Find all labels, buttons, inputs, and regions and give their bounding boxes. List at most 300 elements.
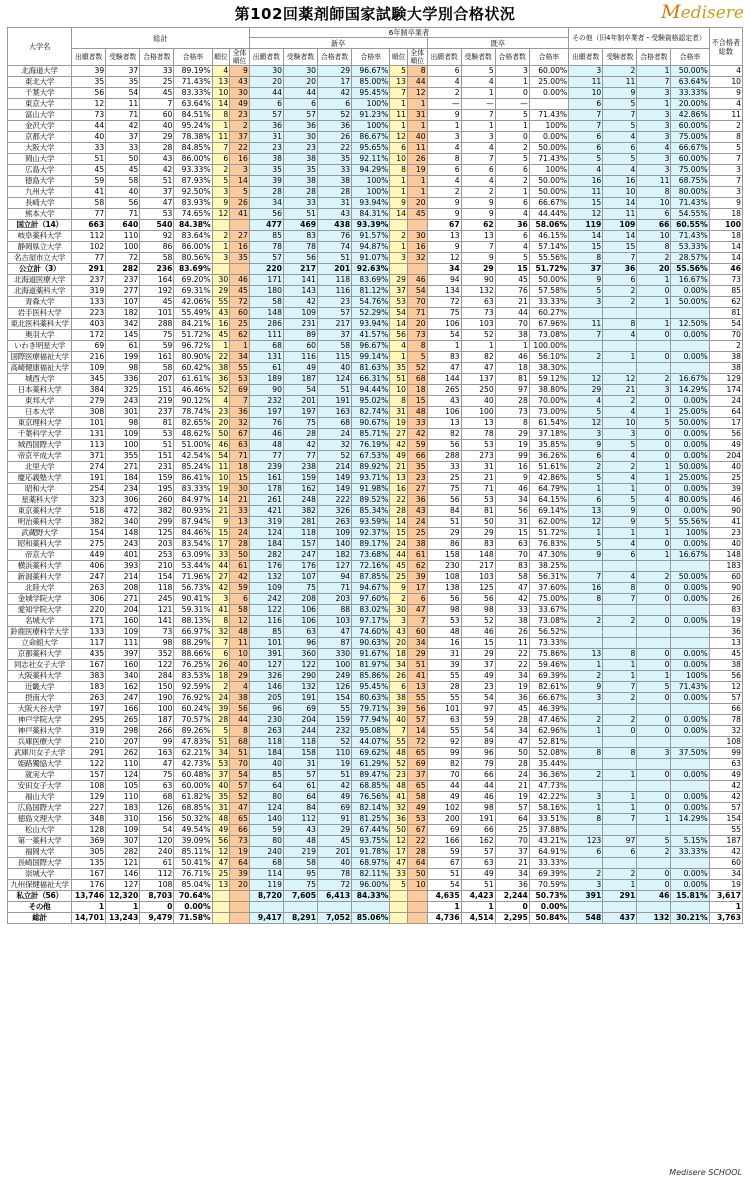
cell: 19 xyxy=(495,440,529,451)
cell: 35.85% xyxy=(529,440,568,451)
cell: 4 xyxy=(495,242,529,253)
table-row xyxy=(8,715,743,726)
cell: 1 xyxy=(603,660,637,671)
cell: 2 xyxy=(569,715,603,726)
cell: 69.62% xyxy=(352,748,390,759)
cell: 330 xyxy=(318,649,352,660)
cell xyxy=(390,891,408,902)
cell: 85.24% xyxy=(174,462,212,473)
cell: 31 xyxy=(461,462,495,473)
cell: 81 xyxy=(461,506,495,517)
cell: 0.00% xyxy=(671,451,709,462)
cell: 116 xyxy=(283,352,317,363)
cell: 57 xyxy=(230,781,250,792)
cell xyxy=(637,737,671,748)
cell: 114 xyxy=(249,869,283,880)
cell: 12 xyxy=(212,847,230,858)
cell: 6 xyxy=(407,594,427,605)
cell: 101 xyxy=(72,418,106,429)
cell: 28 xyxy=(495,715,529,726)
cell: 32 xyxy=(230,418,250,429)
cell: 58 xyxy=(249,297,283,308)
cell: 99 xyxy=(140,737,174,748)
university-name: 千葉大学 xyxy=(8,88,72,99)
cell: 4 xyxy=(230,682,250,693)
table-row xyxy=(8,517,743,528)
cell: 43 xyxy=(427,396,461,407)
cell: 24 xyxy=(318,429,352,440)
cell: 47.46% xyxy=(529,715,568,726)
cell: 236 xyxy=(140,264,174,275)
cell: 25 xyxy=(709,473,742,484)
cell: 51 xyxy=(407,660,427,671)
cell: 214 xyxy=(318,462,352,473)
university-name: 北陸大学 xyxy=(8,583,72,594)
cell: 48 xyxy=(390,781,408,792)
cell: 94.29% xyxy=(352,165,390,176)
cell: 64 xyxy=(230,858,250,869)
cell: 116 xyxy=(249,616,283,627)
university-name: 徳島大学 xyxy=(8,176,72,187)
table-row xyxy=(8,132,743,143)
cell xyxy=(671,341,709,352)
cell: 69 xyxy=(72,341,106,352)
cell: 18 xyxy=(407,385,427,396)
cell: 100 xyxy=(709,220,742,231)
cell xyxy=(230,264,250,275)
cell: 7 xyxy=(569,121,603,132)
table-row xyxy=(8,99,743,110)
cell: 11 xyxy=(212,132,230,143)
university-name: 摂南大学 xyxy=(8,693,72,704)
cell: 29 xyxy=(318,66,352,77)
cell: 149 xyxy=(318,484,352,495)
cell: 42 xyxy=(212,583,230,594)
cell: 369 xyxy=(72,836,106,847)
cell: 20 xyxy=(283,77,317,88)
cell: 38.30% xyxy=(529,363,568,374)
cell: 13 xyxy=(390,77,408,88)
cell: 62 xyxy=(709,297,742,308)
university-name: 千葉科学大学 xyxy=(8,429,72,440)
cell: 17 xyxy=(318,77,352,88)
cell: 71.43% xyxy=(671,231,709,242)
cell: 2 xyxy=(569,616,603,627)
cell: 73 xyxy=(709,275,742,286)
cell: 32 xyxy=(407,253,427,264)
cell: 37 xyxy=(495,847,529,858)
cell: 103 xyxy=(461,572,495,583)
cell: 82.11% xyxy=(352,869,390,880)
cell: 6 xyxy=(390,682,408,693)
cell: 7 xyxy=(569,110,603,121)
cell: 1 xyxy=(569,528,603,539)
cell: 54.76% xyxy=(352,297,390,308)
cell: 100 xyxy=(106,242,140,253)
cell: 25 xyxy=(212,869,230,880)
cell: 49 xyxy=(461,869,495,880)
cell: 18 xyxy=(709,231,742,242)
cell: 71.43% xyxy=(529,154,568,165)
cell: 85.71% xyxy=(352,429,390,440)
cell: 291 xyxy=(72,748,106,759)
cell: 56 xyxy=(461,594,495,605)
cell: 3,617 xyxy=(709,891,742,902)
col-old-grad: 既卒 xyxy=(427,38,569,49)
subheader-takers: 受験者数 xyxy=(603,49,637,66)
cell: 42.73% xyxy=(174,759,212,770)
cell: 94.87% xyxy=(352,242,390,253)
cell: 33 xyxy=(407,418,427,429)
cell: 119 xyxy=(569,220,603,231)
cell xyxy=(603,627,637,638)
cell: 284 xyxy=(140,671,174,682)
cell xyxy=(569,605,603,616)
cell: 154 xyxy=(140,572,174,583)
cell: 176 xyxy=(249,561,283,572)
cell: 56 xyxy=(427,440,461,451)
cell: 2 xyxy=(603,66,637,77)
cell xyxy=(230,902,250,913)
cell: 23 xyxy=(318,297,352,308)
subheader-examinees: 出願者数 xyxy=(427,49,461,66)
cell: 47 xyxy=(495,583,529,594)
cell: 2 xyxy=(603,297,637,308)
cell: 56 xyxy=(212,836,230,847)
cell: 59 xyxy=(427,847,461,858)
cell: 12 xyxy=(230,616,250,627)
cell: 91 xyxy=(318,814,352,825)
cell: 274 xyxy=(72,462,106,473)
cell: 40 xyxy=(709,462,742,473)
cell: 3 xyxy=(603,429,637,440)
cell: 85.04% xyxy=(174,880,212,891)
subheader-rate: 合格率 xyxy=(529,49,568,66)
cell: 9 xyxy=(569,682,603,693)
cell: 9 xyxy=(709,88,742,99)
cell: 0 xyxy=(637,539,671,550)
university-name: 徳島文理大学 xyxy=(8,814,72,825)
university-name: 愛知学院大学 xyxy=(8,605,72,616)
cell: 6 xyxy=(249,99,283,110)
cell: 1 xyxy=(461,902,495,913)
cell: 161 xyxy=(249,473,283,484)
cell: 2 xyxy=(637,253,671,264)
cell xyxy=(407,220,427,231)
cell: 7 xyxy=(603,253,637,264)
cell: 87.85% xyxy=(352,572,390,583)
cell: 0 xyxy=(637,649,671,660)
cell: 94.44% xyxy=(352,385,390,396)
table-row xyxy=(8,572,743,583)
cell: 72 xyxy=(407,737,427,748)
cell: 54 xyxy=(407,286,427,297)
cell: 1 xyxy=(230,341,250,352)
cell: 34 xyxy=(427,264,461,275)
university-name: 国際医療福祉大学 xyxy=(8,352,72,363)
cell: 14 xyxy=(569,231,603,242)
cell: 60.55% xyxy=(671,220,709,231)
cell: 50 xyxy=(106,154,140,165)
cell: 156 xyxy=(140,814,174,825)
university-name: 総計 xyxy=(8,913,72,924)
cell: 77 xyxy=(283,451,317,462)
cell: 58 xyxy=(106,176,140,187)
cell: 0.00% xyxy=(671,396,709,407)
cell: 47 xyxy=(140,759,174,770)
cell xyxy=(407,891,427,902)
cell: 1 xyxy=(461,88,495,99)
cell: 5 xyxy=(637,418,671,429)
cell: 0 xyxy=(637,660,671,671)
cell: 3 xyxy=(709,187,742,198)
cell: 56 xyxy=(709,671,742,682)
cell: 27 xyxy=(407,484,427,495)
cell: 91.78% xyxy=(352,847,390,858)
cell: 7 xyxy=(140,99,174,110)
cell: 53 xyxy=(427,616,461,627)
cell xyxy=(671,825,709,836)
cell: 26 xyxy=(407,154,427,165)
cell: 47 xyxy=(427,363,461,374)
university-name: 明治薬科大学 xyxy=(8,517,72,528)
cell: 59 xyxy=(249,825,283,836)
cell: 9 xyxy=(212,198,230,209)
cell: 34 xyxy=(230,352,250,363)
cell: 75.86% xyxy=(529,649,568,660)
cell: 4 xyxy=(637,143,671,154)
cell: 95 xyxy=(283,869,317,880)
cell: 0.00% xyxy=(671,715,709,726)
cell xyxy=(603,704,637,715)
cell: 84.46% xyxy=(174,528,212,539)
cell: 55 xyxy=(427,671,461,682)
cell: 162 xyxy=(283,484,317,495)
cell: 41 xyxy=(72,187,106,198)
cell: 72.16% xyxy=(352,561,390,572)
cell: 66.67% xyxy=(529,693,568,704)
cell xyxy=(603,308,637,319)
table-row xyxy=(8,209,743,220)
cell: 72 xyxy=(230,297,250,308)
cell: 102 xyxy=(427,803,461,814)
cell: 6 xyxy=(318,99,352,110)
cell: 98 xyxy=(106,363,140,374)
cell: 46.46% xyxy=(174,385,212,396)
cell: 89 xyxy=(461,737,495,748)
university-name: 名城大学 xyxy=(8,616,72,627)
cell: 29 xyxy=(407,649,427,660)
cell: 148 xyxy=(249,308,283,319)
cell xyxy=(671,759,709,770)
cell: 18 xyxy=(212,671,230,682)
cell: 42 xyxy=(709,847,742,858)
cell: 6 xyxy=(427,66,461,77)
cell: 263 xyxy=(249,726,283,737)
cell: 1 xyxy=(495,341,529,352)
cell: 33 xyxy=(140,66,174,77)
cell: 0 xyxy=(637,583,671,594)
cell: 47 xyxy=(230,803,250,814)
cell: 7,605 xyxy=(283,891,317,902)
cell: 70.00% xyxy=(529,396,568,407)
cell: 106 xyxy=(427,319,461,330)
cell: 12 xyxy=(709,682,742,693)
cell: 91.23% xyxy=(352,110,390,121)
cell: 0 xyxy=(637,429,671,440)
cell: 22 xyxy=(318,143,352,154)
cell: 44 xyxy=(495,308,529,319)
cell: 45 xyxy=(318,836,352,847)
cell: 57 xyxy=(709,803,742,814)
cell: 132 xyxy=(637,913,671,924)
cell: 1 xyxy=(569,726,603,737)
cell: 67 xyxy=(230,429,250,440)
cell: 55 xyxy=(230,363,250,374)
cell: 307 xyxy=(106,836,140,847)
cell: 86.00% xyxy=(174,154,212,165)
cell: 66.67% xyxy=(671,143,709,154)
cell: 401 xyxy=(106,550,140,561)
cell: 83 xyxy=(461,539,495,550)
cell xyxy=(637,561,671,572)
cell: 73.08% xyxy=(529,616,568,627)
cell: 20 xyxy=(407,198,427,209)
cell: 83.33% xyxy=(174,88,212,99)
university-name: 昭和薬科大学 xyxy=(8,539,72,550)
cell: 29 xyxy=(140,132,174,143)
cell: 2 xyxy=(212,165,230,176)
cell: 71 xyxy=(230,451,250,462)
cell: 47 xyxy=(461,363,495,374)
cell: 103 xyxy=(318,616,352,627)
cell: 40 xyxy=(230,660,250,671)
cell: 12 xyxy=(427,253,461,264)
cell: 0 xyxy=(637,594,671,605)
cell: 63.64% xyxy=(174,99,212,110)
table-row xyxy=(8,66,743,77)
cell: 227 xyxy=(72,803,106,814)
cell: 33.33% xyxy=(529,858,568,869)
cell: 162 xyxy=(461,836,495,847)
cell: 238 xyxy=(283,462,317,473)
cell: 48 xyxy=(390,748,408,759)
cell: 22 xyxy=(407,836,427,847)
cell: 6 xyxy=(390,143,408,154)
logo-lead: M xyxy=(661,1,681,23)
cell: 254 xyxy=(72,484,106,495)
cell: 16 xyxy=(569,583,603,594)
cell: 13 xyxy=(390,473,408,484)
cell: 39 xyxy=(390,704,408,715)
cell: 180 xyxy=(249,286,283,297)
cell: 132 xyxy=(249,572,283,583)
cell: 43 xyxy=(283,825,317,836)
cell: 36 xyxy=(230,407,250,418)
cell: 43 xyxy=(212,308,230,319)
cell: 43 xyxy=(140,154,174,165)
cell: 50.00% xyxy=(671,572,709,583)
subheader-passers: 合格者数 xyxy=(318,49,352,66)
cell: 49 xyxy=(283,363,317,374)
cell: 85 xyxy=(249,627,283,638)
cell: 8,291 xyxy=(283,913,317,924)
cell: 89.19% xyxy=(174,66,212,77)
cell: 1 xyxy=(637,66,671,77)
cell: 0 xyxy=(637,396,671,407)
cell xyxy=(671,308,709,319)
cell: 57 xyxy=(461,847,495,858)
cell: 204 xyxy=(709,451,742,462)
logo-rest: edisere xyxy=(680,3,744,23)
cell: 201 xyxy=(318,847,352,858)
university-name: 長崎国際大学 xyxy=(8,858,72,869)
cell: 3 xyxy=(427,132,461,143)
cell: 93.75% xyxy=(352,836,390,847)
cell: 38 xyxy=(318,176,352,187)
cell: 1 xyxy=(212,341,230,352)
cell: 18 xyxy=(495,363,529,374)
cell: 32 xyxy=(709,726,742,737)
cell: 83 xyxy=(495,561,529,572)
cell: 4,514 xyxy=(461,913,495,924)
university-name: 慶応義塾大学 xyxy=(8,473,72,484)
cell xyxy=(637,858,671,869)
cell: 43 xyxy=(407,506,427,517)
cell: 54 xyxy=(230,770,250,781)
cell: 83.64% xyxy=(174,231,212,242)
cell: 9 xyxy=(427,209,461,220)
cell: 35.44% xyxy=(529,759,568,770)
cell: 10 xyxy=(212,473,230,484)
cell: 134 xyxy=(427,286,461,297)
cell: 148 xyxy=(461,550,495,561)
cell: 87.93% xyxy=(174,176,212,187)
cell: 2 xyxy=(709,341,742,352)
cell: 1 xyxy=(637,275,671,286)
cell: 31 xyxy=(427,649,461,660)
cell: 7 xyxy=(603,594,637,605)
cell: 63.09% xyxy=(174,550,212,561)
cell: 1 xyxy=(637,671,671,682)
cell: 154 xyxy=(318,693,352,704)
cell: 13,243 xyxy=(106,913,140,924)
cell: 20 xyxy=(407,319,427,330)
cell: 55.56% xyxy=(671,517,709,528)
cell: 29 xyxy=(318,825,352,836)
cell: 4 xyxy=(603,407,637,418)
cell: 3 xyxy=(637,110,671,121)
university-name: 岡山大学 xyxy=(8,154,72,165)
cell: 91.98% xyxy=(352,484,390,495)
cell: 27 xyxy=(212,572,230,583)
cell: 110 xyxy=(106,792,140,803)
cell: 54 xyxy=(283,385,317,396)
cell: 0.00% xyxy=(174,902,212,913)
cell: 93.94% xyxy=(352,319,390,330)
cell: 7 xyxy=(603,814,637,825)
cell: 21 xyxy=(495,297,529,308)
cell: 10 xyxy=(390,385,408,396)
cell: 48 xyxy=(407,407,427,418)
cell: 124 xyxy=(249,803,283,814)
cell: 28 xyxy=(318,187,352,198)
cell: 38 xyxy=(709,363,742,374)
cell: 75.00% xyxy=(671,165,709,176)
cell: 19 xyxy=(212,484,230,495)
cell: 201 xyxy=(318,264,352,275)
table-row xyxy=(8,561,743,572)
